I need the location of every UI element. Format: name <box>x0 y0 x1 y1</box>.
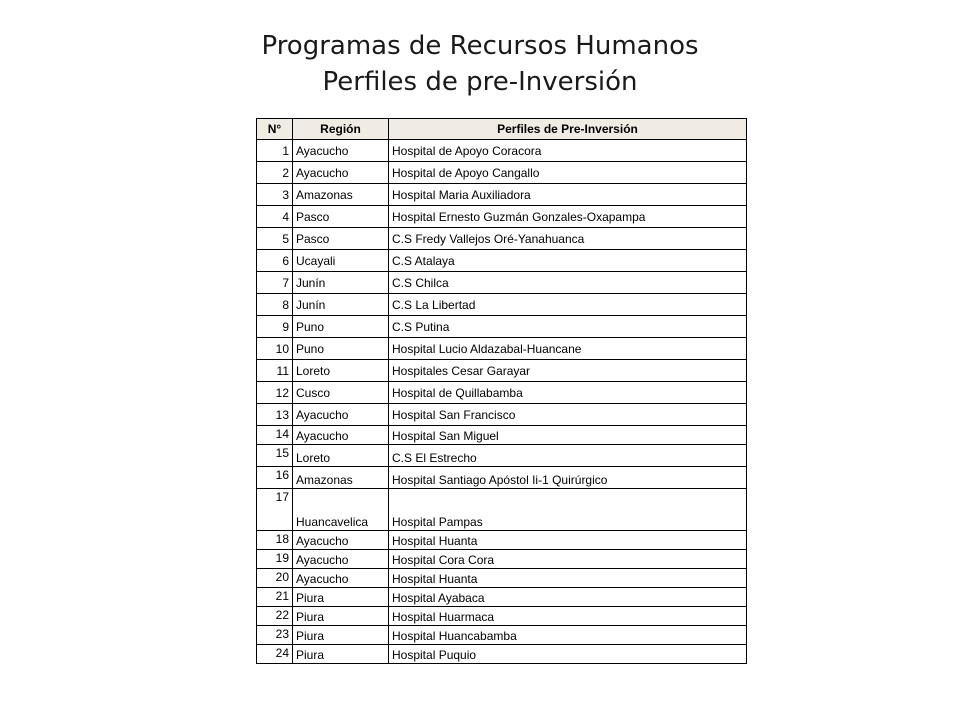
row-profile: Hospital San Miguel <box>389 426 747 445</box>
row-number: 14 <box>257 426 293 445</box>
row-number: 20 <box>257 569 293 588</box>
table-row <box>257 550 747 569</box>
row-number: 9 <box>257 316 293 338</box>
table-row <box>257 184 747 206</box>
row-number: 6 <box>257 250 293 272</box>
row-region: Cusco <box>293 382 389 404</box>
row-number: 11 <box>257 360 293 382</box>
row-profile: Hospital Huarmaca <box>389 607 747 626</box>
row-region: Ucayali <box>293 250 389 272</box>
row-profile: C.S Chilca <box>389 272 747 294</box>
table-row <box>257 382 747 404</box>
row-number: 23 <box>257 626 293 645</box>
table-row <box>257 607 747 626</box>
row-profile: C.S Fredy Vallejos Oré-Yanahuanca <box>389 228 747 250</box>
row-number: 1 <box>257 140 293 162</box>
row-region: Piura <box>293 626 389 645</box>
table-row <box>257 588 747 607</box>
row-profile: C.S La Libertad <box>389 294 747 316</box>
table-row <box>257 294 747 316</box>
row-number: 7 <box>257 272 293 294</box>
row-number: 8 <box>257 294 293 316</box>
row-number: 22 <box>257 607 293 626</box>
row-region: Ayacucho <box>293 404 389 426</box>
row-region: Pasco <box>293 206 389 228</box>
row-number: 12 <box>257 382 293 404</box>
row-region: Loreto <box>293 445 389 467</box>
row-region: Ayacucho <box>293 162 389 184</box>
row-number: 18 <box>257 531 293 550</box>
row-region: Huancavelica <box>293 489 389 531</box>
row-number: 13 <box>257 404 293 426</box>
table-row <box>257 569 747 588</box>
row-region: Ayacucho <box>293 550 389 569</box>
table-row <box>257 140 747 162</box>
row-profile: Hospital de Quillabamba <box>389 382 747 404</box>
row-number: 17 <box>257 489 293 531</box>
table-row <box>257 360 747 382</box>
table-row <box>257 426 747 445</box>
row-profile: Hospital Maria Auxiliadora <box>389 184 747 206</box>
row-profile: Hospital Huanta <box>389 569 747 588</box>
table-row <box>257 404 747 426</box>
row-profile: Hospital Huancabamba <box>389 626 747 645</box>
header-number: N° <box>257 119 293 140</box>
table-row <box>257 316 747 338</box>
table-row <box>257 626 747 645</box>
row-region: Amazonas <box>293 467 389 489</box>
row-region: Amazonas <box>293 184 389 206</box>
row-number: 10 <box>257 338 293 360</box>
row-number: 21 <box>257 588 293 607</box>
row-number: 16 <box>257 467 293 489</box>
header-profile: Perfiles de Pre-Inversión <box>389 119 747 140</box>
table-row <box>257 272 747 294</box>
row-profile: C.S Atalaya <box>389 250 747 272</box>
table-row <box>257 445 747 467</box>
table-row <box>257 206 747 228</box>
row-profile: Hospital Huanta <box>389 531 747 550</box>
row-profile: Hospital Lucio Aldazabal-Huancane <box>389 338 747 360</box>
row-region: Ayacucho <box>293 569 389 588</box>
row-region: Ayacucho <box>293 140 389 162</box>
table-row <box>257 467 747 489</box>
row-profile: C.S Putina <box>389 316 747 338</box>
row-profile: C.S El Estrecho <box>389 445 747 467</box>
row-number: 19 <box>257 550 293 569</box>
table-row <box>257 531 747 550</box>
row-region: Junín <box>293 294 389 316</box>
row-number: 24 <box>257 645 293 664</box>
row-profile: Hospital Ernesto Guzmán Gonzales-Oxapampa <box>389 206 747 228</box>
row-profile: Hospital Puquio <box>389 645 747 664</box>
row-profile: Hospital Cora Cora <box>389 550 747 569</box>
header-region: Región <box>293 119 389 140</box>
row-profile: Hospital Ayabaca <box>389 588 747 607</box>
row-region: Pasco <box>293 228 389 250</box>
row-region: Piura <box>293 607 389 626</box>
title-line-2: Perfiles de pre-Inversión <box>322 67 638 97</box>
row-region: Puno <box>293 316 389 338</box>
row-region: Ayacucho <box>293 426 389 445</box>
row-region: Loreto <box>293 360 389 382</box>
row-number: 15 <box>257 445 293 467</box>
row-number: 3 <box>257 184 293 206</box>
row-region: Ayacucho <box>293 531 389 550</box>
row-region: Piura <box>293 645 389 664</box>
row-profile: Hospital Pampas <box>389 489 747 531</box>
table-row <box>257 489 747 531</box>
row-number: 5 <box>257 228 293 250</box>
table-header-row <box>257 119 747 140</box>
row-profile: Hospital de Apoyo Cangallo <box>389 162 747 184</box>
row-profile: Hospital San Francisco <box>389 404 747 426</box>
row-number: 2 <box>257 162 293 184</box>
table-row <box>257 338 747 360</box>
row-region: Puno <box>293 338 389 360</box>
row-region: Piura <box>293 588 389 607</box>
slide-title <box>0 28 960 100</box>
title-line-1: Programas de Recursos Humanos <box>261 31 699 61</box>
row-region: Junín <box>293 272 389 294</box>
row-number: 4 <box>257 206 293 228</box>
profiles-table <box>256 118 747 664</box>
row-profile: Hospital de Apoyo Coracora <box>389 140 747 162</box>
table-row <box>257 228 747 250</box>
table-row <box>257 162 747 184</box>
table-row <box>257 250 747 272</box>
table-row <box>257 645 747 664</box>
row-profile: Hospital Santiago Apóstol Ii-1 Quirúrgico <box>389 467 747 489</box>
row-profile: Hospitales Cesar Garayar <box>389 360 747 382</box>
